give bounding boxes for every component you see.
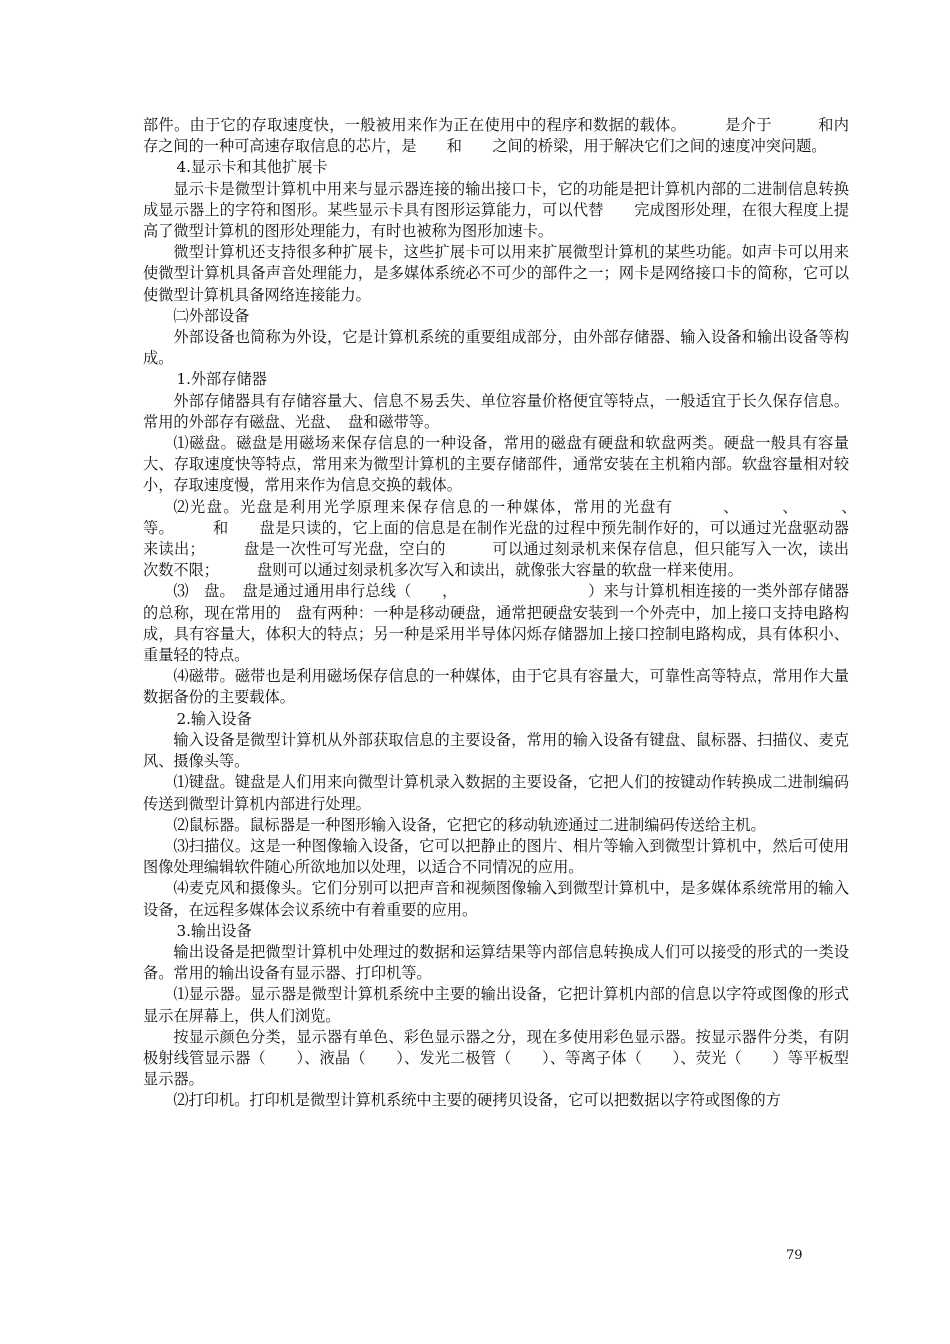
paragraph-expansion-cards: 微型计算机还支持很多种扩展卡，这些扩展卡可以用来扩展微型计算机的某些功能。如声卡可以用来使微型计算机具备声音处理能力，是多媒体系统必不可少的部件之一；网卡是网络接口卡的简称，它可以使微型计算机具备网络连接能力。	[143, 243, 849, 304]
document-body	[143, 115, 895, 1112]
paragraph-usb-disk: ⑶ 盘。 盘是通过通用串行总线（ ， ）来与计算机相连接的一类外部存储器的总称，现在常用的 盘有两种：一种是移动硬盘，通常把硬盘安装到一个外壳中，加上接口支持电路构成，具有容量大，体积大的特点；另一种是采用半导体闪烁存储器加上接口控制电路构成，具有体积小、重量轻的特点。	[143, 582, 849, 665]
heading-input-devices: 2.输入设备	[176, 709, 252, 728]
heading-external-storage: 1.外部存储器	[176, 370, 267, 389]
paragraph-mouse: ⑵鼠标器。鼠标器是一种图形输入设备，它把它的移动轨迹通过二进制编码传送给主机。	[173, 815, 766, 834]
paragraph-input-devices: 输入设备是微型计算机从外部获取信息的主要设备，常用的输入设备有键盘、鼠标器、扫描仪、麦克风、摄像头等。	[143, 730, 849, 771]
paragraph-magnetic-tape: ⑷磁带。磁带也是利用磁场保存信息的一种媒体，由于它具有容量大，可靠性高等特点，常用作大量数据备份的主要载体。	[143, 667, 849, 707]
paragraph-optical-disk: ⑵光盘。光盘是利用光学原理来保存信息的一种媒体，常用的光盘有 、 、 、 等。 和 盘是只读的，它上面的信息是在制作光盘的过程中预先制作好的，可以通过光盘驱动器来读出； 盘是一次性可写光盘，空白的 可以通过刻录机来保存信息，但只能写入一次，读出次数不限； 盘则可以通过刻录机多次写入和读出，就像张大容量的软盘一样来使用。	[143, 497, 895, 580]
heading-output-devices: 3.输出设备	[176, 921, 252, 940]
paragraph-external-devices: 外部设备也简称为外设，它是计算机系统的重要组成部分，由外部存储器、输入设备和输出设备等构成。	[143, 328, 849, 368]
paragraph-microphone-camera: ⑷麦克风和摄像头。它们分别可以把声音和视频图像输入到微型计算机中，是多媒体系统常用的输入设备，在远程多媒体会议系统中有着重要的应用。	[143, 879, 849, 919]
paragraph-display-card: 显示卡是微型计算机中用来与显示器连接的输出接口卡，它的功能是把计算机内部的二进制信息转换成显示器上的字符和图形。某些显示卡具有图形运算能力，可以代替 完成图形处理，在很大程度上提高了微型计算机的图形处理能力，有时也被称为图形加速卡。	[143, 179, 849, 241]
paragraph-memory-cache: 部件。由于它的存取速度快，一般被用来作为正在使用中的程序和数据的载体。 是介于 和内存之间的一种可高速存取信息的芯片，是 和 之间的桥梁，用于解决它们之间的速度冲突问题。	[143, 116, 849, 156]
paragraph-output-devices: 输出设备是把微型计算机中处理过的数据和运算结果等内部信息转换成人们可以接受的形式的一类设备。常用的输出设备有显示器、打印机等。	[143, 942, 849, 983]
heading-display-card: 4.显示卡和其他扩展卡	[176, 158, 328, 177]
paragraph-magnetic-disk: ⑴磁盘。磁盘是用磁场来保存信息的一种设备，常用的磁盘有硬盘和软盘两类。硬盘一般具有容量大、存取速度快等特点，常用来为微型计算机的主要存储部件，通常安装在主机箱内部。软盘容量相对较小，存取速度慢，常用来作为信息交换的载体。	[143, 434, 849, 495]
page-number: 79	[786, 1248, 803, 1263]
paragraph-keyboard: ⑴键盘。键盘是人们用来向微型计算机录入数据的主要设备，它把人们的按键动作转换成二进制编码传送到微型计算机内部进行处理。	[143, 773, 849, 813]
heading-external-devices: ㈡外部设备	[173, 306, 250, 325]
paragraph-monitor-types: 按显示颜色分类，显示器有单色、彩色显示器之分，现在多使用彩色显示器。按显示器件分类，有阴极射线管显示器（ ）、液晶（ ）、发光二极管（ ）、等离子体（ ）、荧光（ ）等平板型显示器。	[143, 1027, 849, 1089]
paragraph-scanner: ⑶扫描仪。这是一种图像输入设备，它可以把静止的图片、相片等输入到微型计算机中，然后可使用图像处理编辑软件随心所欲地加以处理，以适合不同情况的应用。	[143, 836, 849, 877]
paragraph-printer: ⑵打印机。打印机是微型计算机系统中主要的硬拷贝设备，它可以把数据以字符或图像的方	[173, 1091, 781, 1110]
paragraph-external-storage: 外部存储器具有存储容量大、信息不易丢失、单位容量价格便宜等特点，一般适宜于长久保存信息。常用的外部存有磁盘、光盘、 盘和磁带等。	[143, 391, 849, 431]
paragraph-monitor: ⑴显示器。显示器是微型计算机系统中主要的输出设备，它把计算机内部的信息以字符或图像的形式显示在屏幕上，供人们浏览。	[143, 985, 849, 1025]
